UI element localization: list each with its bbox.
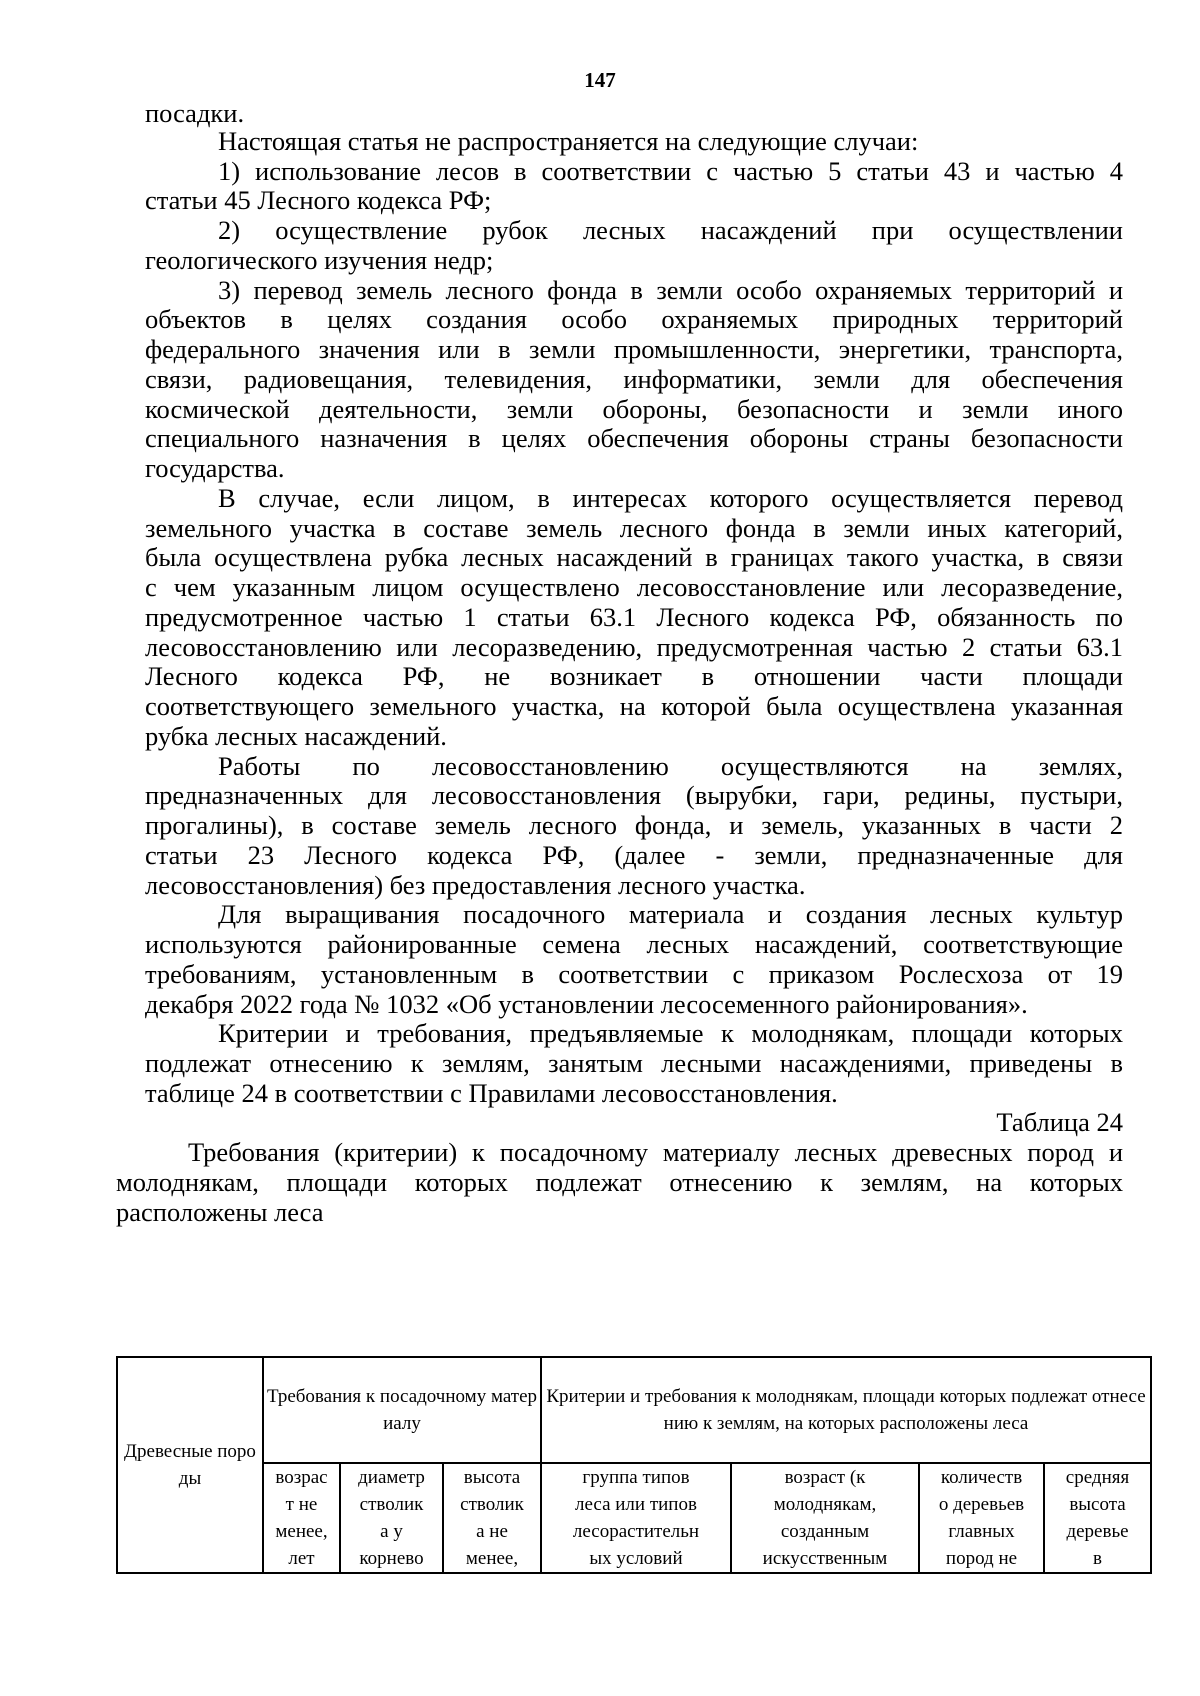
text-line: федерального значения или в земли промышленности, энергетики, транспорта, xyxy=(145,334,1123,364)
text-line: предназначенных для лесовосстановления (вырубки, гари, редины, пустыри, xyxy=(145,780,1123,810)
text-line: Лесного кодекса РФ, не возникает в отношении части площади xyxy=(145,661,1123,691)
text-line: объектов в целях создания особо охраняемых природных территорий xyxy=(145,304,1123,334)
text-line: статьи 45 Лесного кодекса РФ; xyxy=(145,185,492,215)
text-line: 3) перевод земель лесного фонда в земли особо охраняемых территорий и xyxy=(218,275,1123,305)
text-line: рубка лесных насаждений. xyxy=(145,721,447,751)
subheader-diameter: диаметр стволик а у корнево xyxy=(340,1463,443,1573)
text-line: Работы по лесовосстановлению осуществляются на землях, xyxy=(218,751,1123,781)
text-line: В случае, если лицом, в интересах которого осуществляется перевод xyxy=(218,483,1123,513)
text-line: используются районированные семена лесных насаждений, соответствующие xyxy=(145,929,1123,959)
table-title-line: расположены леса xyxy=(116,1197,324,1227)
header-planting-material: Требования к посадочному материалу xyxy=(263,1357,541,1463)
text-line: подлежат отнесению к землям, занятым лесными насаждениями, приведены в xyxy=(145,1048,1123,1078)
text-line: 2) осуществление рубок лесных насаждений при осуществлении xyxy=(218,215,1123,245)
text-line: соответствующего земельного участка, на которой была осуществлена указанная xyxy=(145,691,1123,721)
text-line: связи, радиовещания, телевидения, информатики, земли для обеспечения xyxy=(145,364,1123,394)
text-line: специального назначения в целях обеспечения обороны страны безопасности xyxy=(145,423,1123,453)
text-line: лесовосстановления) без предоставления лесного участка. xyxy=(145,870,806,900)
subheader-age: возрас т не менее, лет xyxy=(263,1463,340,1573)
text-line: Критерии и требования, предъявляемые к молоднякам, площади которых xyxy=(218,1018,1123,1048)
text-line: Для выращивания посадочного материала и создания лесных культур xyxy=(218,899,1123,929)
subheader-height: высота стволик а не менее, xyxy=(443,1463,541,1573)
page-number: 147 xyxy=(584,68,616,92)
text-line: с чем указанным лицом осуществлено лесовосстановление или лесоразведение, xyxy=(145,572,1123,602)
subheader-forest-type: группа типов леса или типов лесорастительн ых условий xyxy=(541,1463,731,1573)
text-line: 1) использование лесов в соответствии с частью 5 статьи 43 и частью 4 xyxy=(218,156,1123,186)
text-line: прогалины), в составе земель лесного фонда, и земель, указанных в части 2 xyxy=(145,810,1123,840)
text-line: космической деятельности, земли обороны, безопасности и земли иного xyxy=(145,394,1123,424)
text-line: была осуществлена рубка лесных насаждений в границах такого участка, в связи xyxy=(145,542,1123,572)
text-line: декабря 2022 года № 1032 «Об установлении лесосеменного районирования». xyxy=(145,989,1028,1019)
text-line: Настоящая статья не распространяется на следующие случаи: xyxy=(218,126,919,156)
table-title-line: молоднякам, площади которых подлежат отнесению к землям, на которых xyxy=(116,1167,1123,1197)
table-caption-number: Таблица 24 xyxy=(996,1107,1123,1137)
text-line: земельного участка в составе земель лесного фонда в земли иных категорий, xyxy=(145,513,1123,543)
text-line: геологического изучения недр; xyxy=(145,245,494,275)
subheader-young-age: возраст (к молоднякам, созданным искусственным xyxy=(731,1463,919,1573)
text-line: таблице 24 в соответствии с Правилами лесовосстановления. xyxy=(145,1078,838,1108)
subheader-avg-height: средняя высота деревье в xyxy=(1044,1463,1151,1573)
text-line: статьи 23 Лесного кодекса РФ, (далее - земли, предназначенные для xyxy=(145,840,1123,870)
table-24 xyxy=(116,1356,1152,1574)
header-young-stands: Критерии и требования к молоднякам, площади которых подлежат отнесению к землям, на которых расположены леса xyxy=(541,1357,1151,1463)
text-line: предусмотренное частью 1 статьи 63.1 Лесного кодекса РФ, обязанность по xyxy=(145,602,1123,632)
text-line: требованиям, установленным в соответствии с приказом Рослесхоза от 19 xyxy=(145,959,1123,989)
text-line: государства. xyxy=(145,453,285,483)
text-line: посадки. xyxy=(145,98,245,128)
header-species: Древесные породы xyxy=(117,1357,263,1573)
table-title-line: Требования (критерии) к посадочному материалу лесных древесных пород и xyxy=(188,1137,1123,1167)
subheader-tree-count: количеств о деревьев главных пород не xyxy=(919,1463,1044,1573)
text-line: лесовосстановлению или лесоразведению, предусмотренная частью 2 статьи 63.1 xyxy=(145,632,1123,662)
